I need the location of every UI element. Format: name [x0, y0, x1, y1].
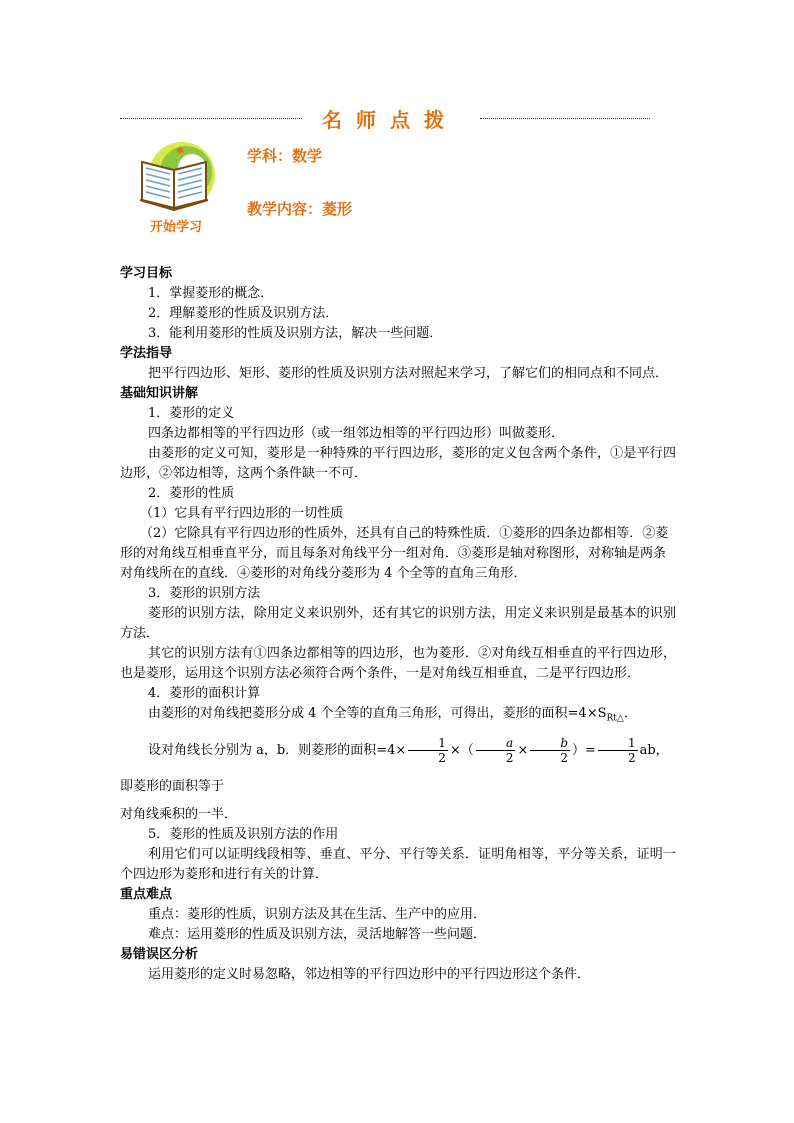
- paragraph: （2）它除具有平行四边形的性质外，还具有自己的特殊性质．①菱形的四条边都相等．②菱形的对角线互相垂直平分，而且每条对角线平分一组对角．③菱形是轴对称图形，对称轴是两条对角线所在的直线．④菱形的对角线分菱形为 4 个全等的直角三角形．: [120, 526, 669, 581]
- paragraph: 四条边都相等的平行四边形（或一组邻边相等的平行四边形）叫做菱形．: [148, 426, 565, 441]
- section-heading-errors: 易错误区分析: [120, 946, 199, 962]
- section-heading-keys: 重点难点: [120, 886, 173, 902]
- formula-text: 设对角线长分别为 a，b．则菱形的面积=4×: [148, 742, 407, 758]
- fraction-a-half: $\frac{a}{2}$: [476, 736, 516, 765]
- paragraph: 难点：运用菱形的性质及识别方法，灵活地解答一些问题．: [148, 926, 487, 942]
- logo-caption: 开始学习: [150, 220, 203, 235]
- fraction-b-half: $\frac{b}{2}$: [530, 736, 570, 765]
- header-banner: [120, 104, 650, 132]
- goal-item: 1．掌握菱形的概念．: [148, 286, 274, 301]
- subsection-title: 4．菱形的面积计算: [148, 686, 261, 701]
- area-end: ．: [623, 706, 637, 721]
- paragraph: [120, 704, 676, 729]
- paragraph: 其它的识别方法有①四条边都相等的四边形，也为菱形．②对角线互相垂直的平行四边形，也是菱形，运用这个识别方法必须符合两个条件，一是对角线互相垂直，二是平行四边形．: [120, 646, 676, 681]
- paragraph: 对角线乘积的一半．: [120, 806, 238, 822]
- subsection-title: 5．菱形的性质及识别方法的作用: [148, 826, 339, 842]
- area-text: 由菱形的对角线把菱形分成 4 个全等的直角三角形，可得出，菱形的面积=4×S: [148, 706, 607, 721]
- paragraph: 运用菱形的定义时易忽略，邻边相等的平行四边形中的平行四边形这个条件．: [148, 966, 591, 982]
- section-heading-basics: 基础知识讲解: [120, 386, 199, 401]
- fraction-half: $\frac{1}{2}$: [408, 736, 448, 765]
- goal-item: 2．理解菱形的性质及识别方法．: [148, 306, 339, 321]
- formula-text: ab，即菱形的面积等于: [120, 742, 669, 794]
- fraction-half: $\frac{1}{2}$: [598, 736, 638, 765]
- svg-text:✱: ✱: [176, 146, 185, 157]
- paragraph: 重点：菱形的性质，识别方法及其在生活、生产中的应用．: [148, 906, 487, 922]
- area-formula: [120, 733, 676, 805]
- banner-divider-left: [120, 118, 302, 119]
- topic-label: 教学内容：菱形: [247, 200, 353, 218]
- formula-text: ×（: [449, 742, 474, 758]
- section-heading-goals: 学习目标: [120, 266, 173, 281]
- formula-text: ×: [517, 742, 529, 758]
- paragraph: 菱形的识别方法，除用定义来识别外，还有其它的识别方法，用定义来识别是最基本的识别方法．: [120, 606, 676, 641]
- banner-title: 名师点拨: [322, 108, 458, 132]
- subsection-title: 1．菱形的定义: [148, 406, 235, 421]
- subject-label: 学科：数学: [247, 147, 323, 165]
- article-body: [120, 264, 676, 985]
- area-subscript: Rt△: [606, 713, 624, 724]
- paragraph: （1）它具有平行四边形的一切性质: [140, 506, 344, 521]
- section-heading-method: 学法指导: [120, 346, 173, 361]
- method-text: 把平行四边形、矩形、菱形的性质及识别方法对照起来学习，了解它们的相同点和不同点．: [148, 366, 669, 381]
- goal-item: 3．能利用菱形的性质及识别方法，解决一些问题．: [148, 326, 443, 341]
- paragraph: 由菱形的定义可知，菱形是一种特殊的平行四边形，菱形的定义包含两个条件，①是平行四边形，②邻边相等，这两个条件缺一不可．: [120, 446, 676, 481]
- paragraph: 利用它们可以证明线段相等、垂直、平分、平行等关系．证明角相等，平分等关系，证明一个四边形为菱形和进行有关的计算．: [120, 846, 676, 882]
- banner-divider-right: [480, 118, 650, 119]
- formula-text: ）=: [572, 742, 596, 758]
- subsection-title: 3．菱形的识别方法: [148, 586, 261, 601]
- subsection-title: 2．菱形的性质: [148, 486, 235, 501]
